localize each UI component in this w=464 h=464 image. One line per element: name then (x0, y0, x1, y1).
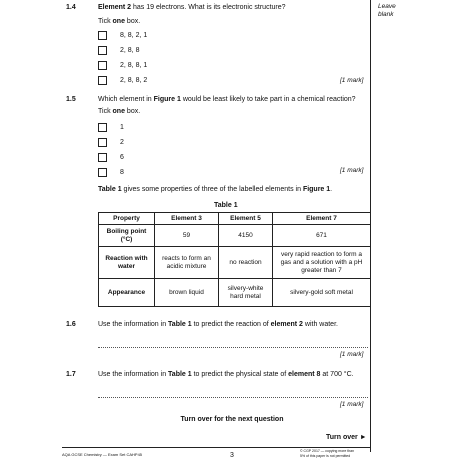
tick-box[interactable] (98, 31, 107, 40)
table-cell: 59 (155, 225, 219, 247)
table-cell: silvery-gold soft metal (273, 279, 371, 307)
table-cell: Reaction with water (99, 247, 155, 279)
table-cell: Appearance (99, 279, 155, 307)
table-cell: 671 (273, 225, 371, 247)
question-1-5-number: 1.5 (66, 96, 76, 103)
question-1-7-number: 1.7 (66, 371, 76, 378)
mark-allocation: [1 mark] (340, 167, 364, 174)
mark-allocation: [1 mark] (340, 77, 364, 84)
exam-page: Leave blank 1.4 Element 2 has 19 electrons. What is its electronic structure? Tick one box. 8, 8, 2, 1 2, 8, 8 2, 8, 8, 1 2, 8, 8, 2 [1 mark] 1.5 Which element in Figure 1 would be least likely to take part in a chemical reaction? Tick one box. 1 2 6 8 [1 mark] Table 1 gives some properties of three of the labelled elements in Figure 1. Table 1 Property Element 3 Element 5 Element 7 Boiling point (°C) 59 4150 671 Reaction with water reacts to form an acidic mixture no reaction very rapid reaction to form a gas and a solution with a pH greater than 7 Appearance brown liquid silvery-white hard metal silvery-gold soft metal 1.6 Use the information in Table 1 to predict the reaction of element 2 with water. [1 mark] 1.7 Use the information in Table 1 to predict the physical state of element 8 at 700 °C. [1 mark] Turn over for the next question Turn over ► AQA GCSE Chemistry — Exam Set CAHP45 3 © CGP 2017 — copying more than 5% of this paper is not permitted (0, 0, 464, 464)
tick-box[interactable] (98, 168, 107, 177)
turn-over-next-question: Turn over for the next question (180, 416, 284, 423)
answer-line[interactable] (98, 397, 368, 398)
question-1-7-text: Use the information in Table 1 to predict the physical state of element 8 at 700 °C. (98, 371, 354, 378)
question-1-6-text: Use the information in Table 1 to predict the reaction of element 2 with water. (98, 321, 338, 328)
question-1-4-text: Element 2 has 19 electrons. What is its electronic structure? (98, 4, 286, 11)
tick-box[interactable] (98, 123, 107, 132)
mark-allocation: [1 mark] (340, 351, 364, 358)
table-header-cell: Element 7 (273, 213, 371, 225)
table-cell: Boiling point (°C) (99, 225, 155, 247)
table-cell: very rapid reaction to form a gas and a solution with a pH greater than 7 (273, 247, 371, 279)
table-header-row (99, 213, 371, 225)
properties-table (98, 212, 371, 307)
table-row (99, 225, 371, 247)
table-cell: 4150 (219, 225, 273, 247)
table-title: Table 1 (214, 202, 238, 209)
leave-blank-label: Leave blank (378, 3, 396, 18)
table-header-cell: Element 3 (155, 213, 219, 225)
tick-box[interactable] (98, 153, 107, 162)
question-1-4-instruction: Tick one box. (98, 18, 141, 25)
table-cell: brown liquid (155, 279, 219, 307)
question-1-6-number: 1.6 (66, 321, 76, 328)
table-cell: silvery-white hard metal (219, 279, 273, 307)
table-intro-text: Table 1 gives some properties of three of the labelled elements in Figure 1. (98, 186, 333, 193)
tick-box[interactable] (98, 138, 107, 147)
table-row (99, 279, 371, 307)
table-cell: no reaction (219, 247, 273, 279)
table-cell: reacts to form an acidic mixture (155, 247, 219, 279)
table-header-cell: Element 5 (219, 213, 273, 225)
turn-over-label: Turn over ► (326, 434, 367, 441)
tick-box[interactable] (98, 76, 107, 85)
question-1-5-instruction: Tick one box. (98, 108, 141, 115)
table-header-cell: Property (99, 213, 155, 225)
footer-rule (62, 447, 370, 448)
tick-box[interactable] (98, 46, 107, 55)
mark-allocation: [1 mark] (340, 401, 364, 408)
question-1-4-number: 1.4 (66, 4, 76, 11)
page-number: 3 (230, 452, 234, 459)
footer-copyright: © CGP 2017 — copying more than 5% of this paper is not permitted (300, 449, 355, 458)
answer-line[interactable] (98, 347, 368, 348)
table-row (99, 247, 371, 279)
footer-paper-id: AQA GCSE Chemistry — Exam Set CAHP45 (62, 452, 143, 457)
question-1-5-text: Which element in Figure 1 would be least likely to take part in a chemical reaction? (98, 96, 356, 103)
tick-box[interactable] (98, 61, 107, 70)
